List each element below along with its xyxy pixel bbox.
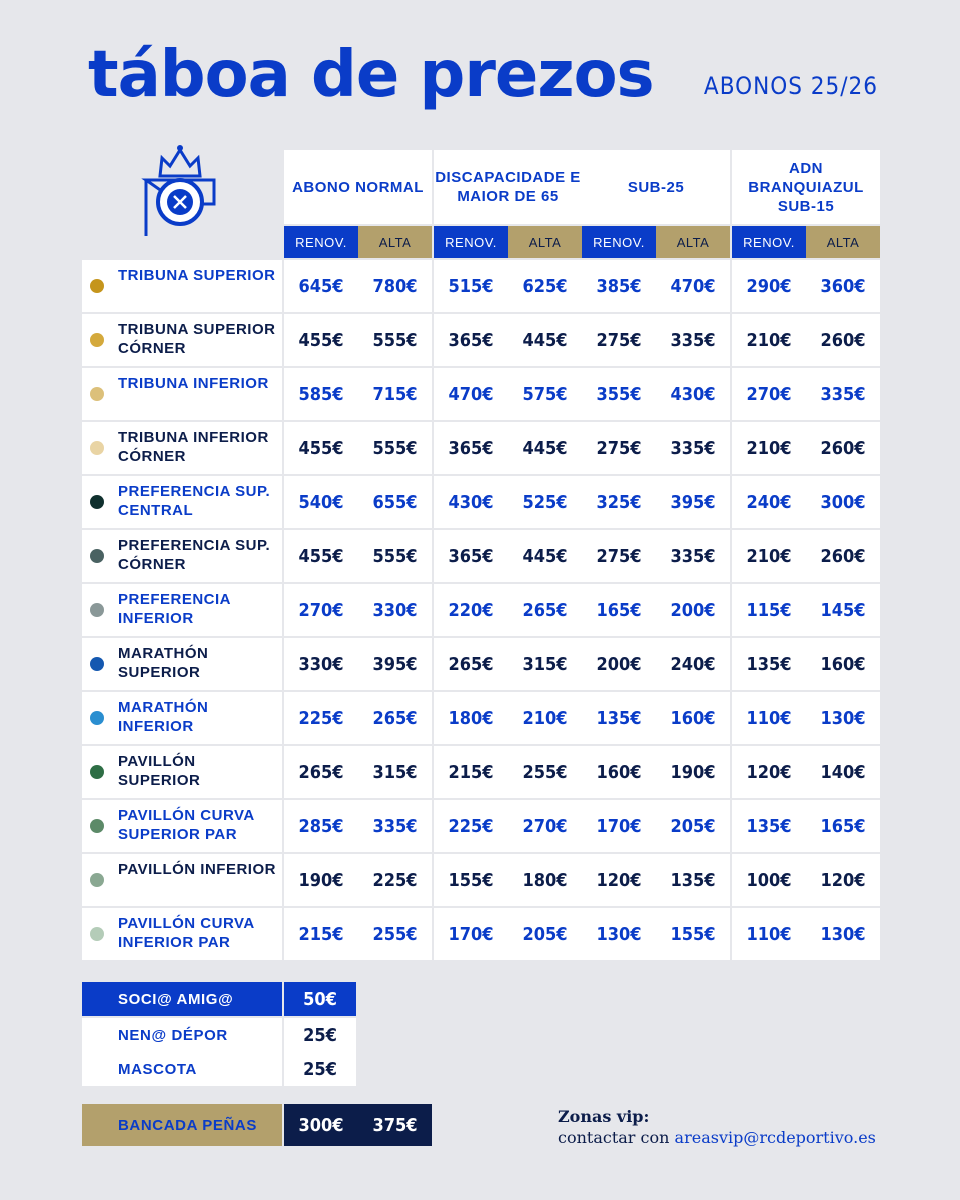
- price-alta: 260€: [820, 329, 866, 351]
- price-alta: 165€: [820, 815, 866, 837]
- price-renov: 355€: [596, 383, 642, 405]
- zone-cell: [82, 692, 282, 744]
- subheader-renov-3: RENOV.: [582, 226, 656, 258]
- price-alta: 315€: [522, 653, 568, 675]
- price-group: [732, 584, 880, 636]
- price-group: [732, 908, 880, 960]
- price-group: [732, 314, 880, 366]
- zone-color-dot-icon: [90, 495, 104, 509]
- price-alta: 225€: [372, 869, 418, 891]
- price-group: [434, 476, 582, 528]
- price-group: [434, 800, 582, 852]
- price-alta: 140€: [820, 761, 866, 783]
- vip-contact: [558, 1106, 876, 1148]
- price-alta: 160€: [670, 707, 716, 729]
- price-renov: 160€: [596, 761, 642, 783]
- price-renov: 285€: [298, 815, 344, 837]
- crown-icon: [160, 145, 200, 176]
- price-alta: 120€: [820, 869, 866, 891]
- zone-label: TRIBUNA SUPERIOR: [118, 267, 276, 284]
- price-group: [434, 638, 582, 690]
- price-group: [284, 638, 432, 690]
- price-alta: 145€: [820, 599, 866, 621]
- price-group: [434, 422, 582, 474]
- price-group: [732, 692, 880, 744]
- table-row: [82, 854, 880, 906]
- price-group: [284, 908, 432, 960]
- zone-cell: [82, 800, 282, 852]
- price-renov: 330€: [298, 653, 344, 675]
- price-renov: 265€: [298, 761, 344, 783]
- price-group: [582, 260, 730, 312]
- price-group: [582, 746, 730, 798]
- price-group: [582, 530, 730, 582]
- bancada-label: BANCADA PEÑAS: [82, 1104, 282, 1146]
- price-alta: 395€: [372, 653, 418, 675]
- table-row: [82, 692, 880, 744]
- price-group: [434, 260, 582, 312]
- table-row: [82, 476, 880, 528]
- price-renov: 170€: [448, 923, 494, 945]
- price-alta: 180€: [522, 869, 568, 891]
- zone-label: PREFERENCIA SUP. CENTRAL: [118, 483, 271, 519]
- price-alta: 655€: [372, 491, 418, 513]
- price-renov: 275€: [596, 437, 642, 459]
- column-header-2: DISCAPACIDADE E MAIOR DE 65: [434, 150, 582, 224]
- price-group: [732, 476, 880, 528]
- zone-label: TRIBUNA INFERIOR: [118, 375, 269, 392]
- price-group: [284, 854, 432, 906]
- price-alta: 260€: [820, 545, 866, 567]
- price-alta: 575€: [522, 383, 568, 405]
- price-group: [732, 368, 880, 420]
- price-group: [732, 746, 880, 798]
- price-group: [284, 584, 432, 636]
- price-alta: 330€: [372, 599, 418, 621]
- zone-color-dot-icon: [90, 441, 104, 455]
- price-group: [582, 368, 730, 420]
- price-renov: 135€: [746, 815, 792, 837]
- price-renov: 110€: [746, 923, 792, 945]
- vip-text: contactar con: [558, 1128, 670, 1147]
- subheader-alta-1: ALTA: [358, 226, 432, 258]
- zone-color-dot-icon: [90, 765, 104, 779]
- bancada-alta-price: 375€: [358, 1104, 432, 1146]
- price-renov: 290€: [746, 275, 792, 297]
- price-group: [582, 314, 730, 366]
- price-renov: 165€: [596, 599, 642, 621]
- price-alta: 315€: [372, 761, 418, 783]
- price-renov: 265€: [448, 653, 494, 675]
- price-group: [284, 746, 432, 798]
- zone-cell: [82, 422, 282, 474]
- price-alta: 135€: [670, 869, 716, 891]
- club-crest-logo: [140, 142, 220, 242]
- price-alta: 155€: [670, 923, 716, 945]
- price-renov: 130€: [596, 923, 642, 945]
- table-row: [82, 314, 880, 366]
- zone-label: PREFERENCIA INFERIOR: [118, 591, 231, 627]
- price-renov: 155€: [448, 869, 494, 891]
- zone-color-dot-icon: [90, 927, 104, 941]
- vip-email-link[interactable]: areasvip@rcdeportivo.es: [674, 1128, 876, 1147]
- price-alta: 130€: [820, 923, 866, 945]
- column-header-3: SUB-25: [582, 150, 730, 224]
- zone-color-dot-icon: [90, 711, 104, 725]
- table-row: [82, 800, 880, 852]
- price-renov: 585€: [298, 383, 344, 405]
- page-title: táboa de prezos: [88, 38, 654, 112]
- zone-color-dot-icon: [90, 603, 104, 617]
- price-renov: 220€: [448, 599, 494, 621]
- price-group: [434, 584, 582, 636]
- extra-label: SOCI@ AMIG@: [82, 982, 282, 1016]
- price-renov: 190€: [298, 869, 344, 891]
- zone-cell: [82, 314, 282, 366]
- price-renov: 210€: [746, 329, 792, 351]
- zone-cell: [82, 368, 282, 420]
- price-group: [284, 530, 432, 582]
- price-alta: 715€: [372, 383, 418, 405]
- table-row: [82, 422, 880, 474]
- price-alta: 190€: [670, 761, 716, 783]
- price-alta: 780€: [372, 275, 418, 297]
- price-alta: 300€: [820, 491, 866, 513]
- zone-label: TRIBUNA INFERIOR CÓRNER: [118, 429, 269, 465]
- price-alta: 205€: [670, 815, 716, 837]
- price-alta: 445€: [522, 437, 568, 459]
- price-group: [434, 692, 582, 744]
- price-renov: 430€: [448, 491, 494, 513]
- price-group: [732, 530, 880, 582]
- price-renov: 365€: [448, 437, 494, 459]
- price-group: [732, 854, 880, 906]
- table-row: [82, 368, 880, 420]
- page-subtitle: ABONOS 25/26: [703, 72, 878, 100]
- price-renov: 100€: [746, 869, 792, 891]
- price-alta: 555€: [372, 437, 418, 459]
- zone-cell: [82, 584, 282, 636]
- zone-label: PAVILLÓN SUPERIOR: [118, 753, 201, 789]
- price-alta: 430€: [670, 383, 716, 405]
- price-renov: 365€: [448, 329, 494, 351]
- price-renov: 170€: [596, 815, 642, 837]
- price-alta: 335€: [670, 437, 716, 459]
- table-row: [82, 584, 880, 636]
- price-alta: 470€: [670, 275, 716, 297]
- price-renov: 515€: [448, 275, 494, 297]
- zone-color-dot-icon: [90, 549, 104, 563]
- column-header-4: ADN BRANQUIAZUL SUB-15: [732, 150, 880, 224]
- price-renov: 215€: [298, 923, 344, 945]
- price-alta: 255€: [522, 761, 568, 783]
- table-row: [82, 260, 880, 312]
- extra-price: 25€: [284, 1018, 356, 1052]
- price-renov: 540€: [298, 491, 344, 513]
- price-renov: 455€: [298, 545, 344, 567]
- extra-price: 25€: [284, 1052, 356, 1086]
- zone-cell: [82, 638, 282, 690]
- price-renov: 225€: [448, 815, 494, 837]
- price-group: [284, 800, 432, 852]
- zone-label: PAVILLÓN INFERIOR: [118, 861, 276, 878]
- price-alta: 270€: [522, 815, 568, 837]
- price-renov: 455€: [298, 437, 344, 459]
- price-alta: 160€: [820, 653, 866, 675]
- price-group: [582, 476, 730, 528]
- price-renov: 270€: [298, 599, 344, 621]
- bancada-renov-price: 300€: [284, 1104, 358, 1146]
- price-renov: 120€: [596, 869, 642, 891]
- zone-label: MARATHÓN INFERIOR: [118, 699, 209, 735]
- price-alta: 625€: [522, 275, 568, 297]
- price-group: [284, 260, 432, 312]
- price-alta: 240€: [670, 653, 716, 675]
- zone-color-dot-icon: [90, 387, 104, 401]
- extra-price: 50€: [284, 982, 356, 1016]
- price-renov: 240€: [746, 491, 792, 513]
- price-group: [434, 746, 582, 798]
- price-renov: 275€: [596, 329, 642, 351]
- price-renov: 200€: [596, 653, 642, 675]
- price-alta: 445€: [522, 545, 568, 567]
- price-group: [582, 638, 730, 690]
- price-renov: 135€: [596, 707, 642, 729]
- subheader-renov-2: RENOV.: [434, 226, 508, 258]
- price-renov: 180€: [448, 707, 494, 729]
- zone-color-dot-icon: [90, 279, 104, 293]
- price-group: [582, 422, 730, 474]
- price-group: [582, 908, 730, 960]
- price-group: [582, 692, 730, 744]
- price-alta: 395€: [670, 491, 716, 513]
- price-alta: 445€: [522, 329, 568, 351]
- price-group: [434, 530, 582, 582]
- price-renov: 120€: [746, 761, 792, 783]
- price-group: [732, 800, 880, 852]
- price-alta: 130€: [820, 707, 866, 729]
- zone-color-dot-icon: [90, 819, 104, 833]
- price-group: [284, 314, 432, 366]
- zone-color-dot-icon: [90, 333, 104, 347]
- price-group: [284, 476, 432, 528]
- zone-cell: [82, 854, 282, 906]
- price-alta: 555€: [372, 545, 418, 567]
- zone-label: PREFERENCIA SUP. CÓRNER: [118, 537, 271, 573]
- zone-cell: [82, 260, 282, 312]
- price-alta: 335€: [372, 815, 418, 837]
- subheader-alta-3: ALTA: [656, 226, 730, 258]
- zone-label: TRIBUNA SUPERIOR CÓRNER: [118, 321, 276, 357]
- price-renov: 325€: [596, 491, 642, 513]
- zone-cell: [82, 746, 282, 798]
- price-renov: 470€: [448, 383, 494, 405]
- price-group: [434, 368, 582, 420]
- price-group: [582, 854, 730, 906]
- price-alta: 260€: [820, 437, 866, 459]
- price-group: [582, 584, 730, 636]
- price-renov: 455€: [298, 329, 344, 351]
- price-alta: 205€: [522, 923, 568, 945]
- price-group: [732, 422, 880, 474]
- price-group: [284, 368, 432, 420]
- price-alta: 335€: [820, 383, 866, 405]
- subheader-alta-2: ALTA: [508, 226, 582, 258]
- price-group: [582, 800, 730, 852]
- price-alta: 210€: [522, 707, 568, 729]
- price-renov: 210€: [746, 437, 792, 459]
- zone-color-dot-icon: [90, 873, 104, 887]
- zone-label: PAVILLÓN CURVA SUPERIOR PAR: [118, 807, 255, 843]
- vip-title: Zonas vip:: [558, 1107, 650, 1126]
- price-renov: 275€: [596, 545, 642, 567]
- price-alta: 525€: [522, 491, 568, 513]
- price-renov: 645€: [298, 275, 344, 297]
- price-renov: 110€: [746, 707, 792, 729]
- extra-label: MASCOTA: [82, 1052, 282, 1086]
- table-row: [82, 530, 880, 582]
- subheader-alta-4: ALTA: [806, 226, 880, 258]
- price-renov: 365€: [448, 545, 494, 567]
- price-alta: 360€: [820, 275, 866, 297]
- subheader-renov-1: RENOV.: [284, 226, 358, 258]
- zone-label: MARATHÓN SUPERIOR: [118, 645, 209, 681]
- price-group: [732, 260, 880, 312]
- price-alta: 255€: [372, 923, 418, 945]
- price-renov: 115€: [746, 599, 792, 621]
- price-group: [434, 854, 582, 906]
- price-group: [732, 638, 880, 690]
- price-renov: 225€: [298, 707, 344, 729]
- price-renov: 135€: [746, 653, 792, 675]
- column-header-1: ABONO NORMAL: [284, 150, 432, 224]
- price-alta: 265€: [372, 707, 418, 729]
- price-group: [284, 422, 432, 474]
- table-row: [82, 908, 880, 960]
- zone-label: PAVILLÓN CURVA INFERIOR PAR: [118, 915, 255, 951]
- extra-label: NEN@ DÉPOR: [82, 1018, 282, 1052]
- price-renov: 215€: [448, 761, 494, 783]
- price-alta: 200€: [670, 599, 716, 621]
- price-renov: 210€: [746, 545, 792, 567]
- price-alta: 335€: [670, 329, 716, 351]
- price-group: [434, 314, 582, 366]
- price-alta: 265€: [522, 599, 568, 621]
- price-group: [284, 692, 432, 744]
- price-renov: 385€: [596, 275, 642, 297]
- table-row: [82, 746, 880, 798]
- price-alta: 555€: [372, 329, 418, 351]
- price-group: [434, 908, 582, 960]
- subheader-renov-4: RENOV.: [732, 226, 806, 258]
- price-alta: 335€: [670, 545, 716, 567]
- zone-color-dot-icon: [90, 657, 104, 671]
- price-renov: 270€: [746, 383, 792, 405]
- zone-cell: [82, 530, 282, 582]
- table-row: [82, 638, 880, 690]
- zone-cell: [82, 476, 282, 528]
- zone-cell: [82, 908, 282, 960]
